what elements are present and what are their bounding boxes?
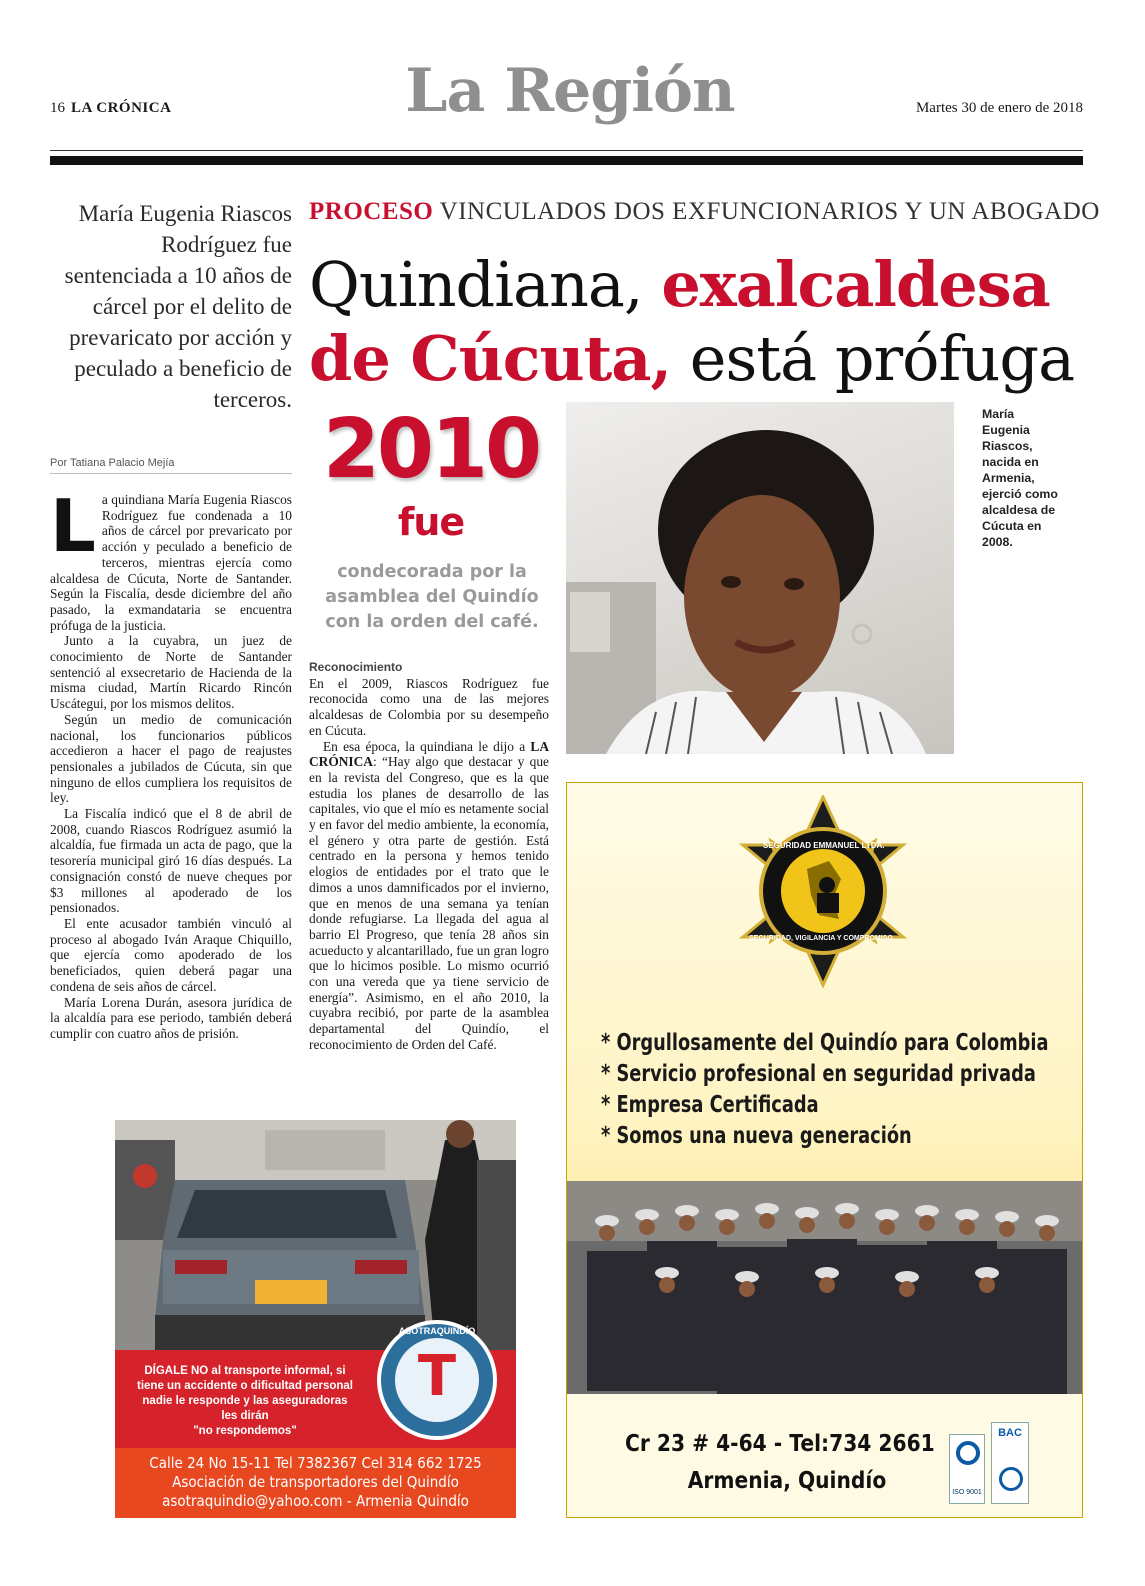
- stat-description: condecorada por la asamblea del Quindío con la orden del café.: [325, 562, 539, 632]
- ad-org-name: Asociación de transportadores del Quindío: [172, 1473, 459, 1491]
- star-badge-logo: [733, 795, 913, 991]
- ad-contact-area: [567, 1394, 1082, 1518]
- stat-number: 2010: [322, 402, 540, 497]
- asotraquindio-logo: [377, 1320, 497, 1440]
- publication-mention: LA CRÓNICA: [309, 738, 549, 770]
- ad-message: [135, 1364, 355, 1439]
- iso-cert-icon: [949, 1434, 985, 1504]
- badge-bottom-text: SEGURIDAD, VIGILANCIA Y COMPROMISO: [749, 935, 893, 942]
- ad-message-text: DÍGALE NO al transporte informal, si tiene un accidente o dificultad personal nadie le responde y las aseguradoras les dirán: [137, 1365, 353, 1422]
- bac-cert-icon: [991, 1422, 1029, 1504]
- paragraph-text: a quindiana María Eugenia Riascos Rodríguez fue condenada a 10 años de cárcel por prevaricato por acción y peculado a beneficio de terceros, mientras ejercía como alcaldesa de Cúcuta, Norte de Santander. Según la Fiscalía, desde diciembre del año pasado, la exmandataria se encuentra prófuga de la justicia.: [50, 492, 292, 633]
- ad-bullet: * Servicio profesional en seguridad privada: [601, 1061, 1036, 1087]
- body-column-1: [50, 484, 292, 1042]
- bac-label: BAC: [998, 1427, 1022, 1439]
- header-rule-thick: [50, 156, 1083, 165]
- article-kicker: [309, 198, 1100, 226]
- ad-bullet: * Orgullosamente del Quindío para Colombia: [601, 1030, 1049, 1056]
- ad-city: Armenia, Quindío: [687, 1468, 887, 1494]
- street-car-photo: [115, 1120, 516, 1350]
- iso-label: ISO 9001: [952, 1489, 982, 1496]
- body-paragraph: En el 2009, Riascos Rodríguez fue reconocida como una de las mejores alcaldesas de Colombia por su desempeño en Cúcuta.: [309, 675, 549, 738]
- byline: Por Tatiana Palacio Mejía: [50, 457, 292, 474]
- ad-bullet-list: [601, 1028, 1071, 1152]
- logo-text: ASOTRAQUINDÍO: [398, 1326, 476, 1336]
- page-number: 16: [50, 100, 65, 116]
- paragraph-text: En esa época, la quindiana le dijo a: [323, 738, 531, 754]
- publication-name: LA CRÓNICA: [71, 100, 172, 116]
- badge-top-text: SEGURIDAD EMMANUEL LTDA.: [763, 841, 885, 850]
- body-paragraph: El ente acusador también vinculó al proceso al abogado Iván Araque Chiquillo, que ejercía como apoderado de los beneficiados, quien deberá pagar una condena de seis años de cárcel.: [50, 915, 292, 994]
- body-column-2: [309, 660, 549, 1053]
- ad-message-quote: "no respondemos": [193, 1425, 297, 1437]
- ad-email-city[interactable]: asotraquindio@yahoo.com - Armenia Quindío: [162, 1492, 469, 1510]
- ad-bullet: * Empresa Certificada: [601, 1092, 819, 1118]
- ad-contact-footer: [115, 1448, 516, 1518]
- portrait-illustration: [566, 402, 954, 754]
- security-company-ad[interactable]: [566, 782, 1083, 1518]
- paragraph-text: : “Hay algo que destacar y que en la revista del Congreso, que es la que estudia los planes de desarrollo de las capitales, vio que el mío es netamente social y en favor del medio ambiente, la economía, el género y otra parte de gestión. Está centrado en la persona y hemos tenido elogios de entidades por el trato que le dimos a unos damnificados por el invierno, que en menos de una semana ya tenían donde refugiarse. La llegada del agua al barrio El Progreso, que tenía 28 años sin acueducto y alcantarillado, fue un gran logro que lo hicimos posible. Lo mismo ocurrió con una vereda que ya tiene servicio de energía”. Asimismo, en el año 2010, la cuyabra recibió, por parte de la asamblea departamental del Quindío, el reconocimiento de Orden del Café.: [309, 754, 549, 1052]
- body-paragraph: Según un medio de comunicación nacional, los funcionarios públicos accedieron a hacer el pago de reajustes pensionales a jubilados de Cúcuta, sin que ninguno de ellos cumpliera los requisitos de ley.: [50, 711, 292, 806]
- drop-cap: L: [50, 484, 96, 568]
- headline-part-1: Quindiana,: [309, 248, 643, 321]
- header-rule-thin: [50, 150, 1083, 151]
- body-paragraph: [309, 739, 549, 1053]
- ad-bullet: * Somos una nueva generación: [601, 1123, 912, 1149]
- stat-word: fue: [397, 500, 465, 544]
- transport-association-ad[interactable]: [115, 1120, 516, 1518]
- ad-contact: Calle 24 No 15-11 Tel 7382367 Cel 314 662 1725: [149, 1454, 482, 1472]
- ad-address-phone: Cr 23 # 4-64 - Tel:734 2661: [625, 1431, 935, 1457]
- body-paragraph: La Fiscalía indicó que el 8 de abril de 2008, cuando Riascos Rodríguez asumió la alcaldía, fue firmada un acta de pago, que la tesorería municipal giró 16 días después. La consignación constó de nueve cheques por $3 millones al apoderado de los pensionados.: [50, 806, 292, 916]
- ad-message-panel: [115, 1326, 516, 1518]
- body-paragraph: [50, 484, 292, 633]
- section-title: La Región: [405, 56, 735, 126]
- article-lead: María Eugenia Riascos Rodríguez fue sentenciada a 10 años de cárcel por el delito de prevaricato por acción y peculado a beneficio de terceros.: [64, 201, 292, 412]
- kicker-label: PROCESO: [309, 198, 434, 225]
- headline-part-3: de Cúcuta,: [309, 322, 672, 395]
- photo-caption: María Eugenia Riascos, nacida en Armenia, ejerció como alcaldesa de Cúcuta en 2008.: [982, 407, 1058, 549]
- kicker-text: VINCULADOS DOS EXFUNCIONARIOS Y UN ABOGADO: [439, 198, 1100, 225]
- headline-part-4: está prófuga: [689, 322, 1075, 395]
- security-staff-group-photo: [567, 1181, 1082, 1394]
- subhead: Reconocimiento: [309, 660, 403, 674]
- article-headline: [309, 248, 1089, 396]
- logo-letter: T: [417, 1344, 457, 1409]
- issue-date: Martes 30 de enero de 2018: [915, 100, 1083, 116]
- headline-part-2: exalcaldesa: [661, 248, 1050, 321]
- page-header-left: [50, 100, 171, 117]
- body-paragraph: Junto a la cuyabra, un juez de conocimiento de Norte de Santander sentenció al exsecretario de Hacienda de la misma ciudad, Martín Ricardo Rincón Uscátegui, por los mismos delitos.: [50, 633, 292, 712]
- body-paragraph: María Lorena Durán, asesora jurídica de la alcaldía para ese periodo, también deberá cumplir con cuatro años de prisión.: [50, 994, 292, 1041]
- portrait-photo: [566, 402, 954, 754]
